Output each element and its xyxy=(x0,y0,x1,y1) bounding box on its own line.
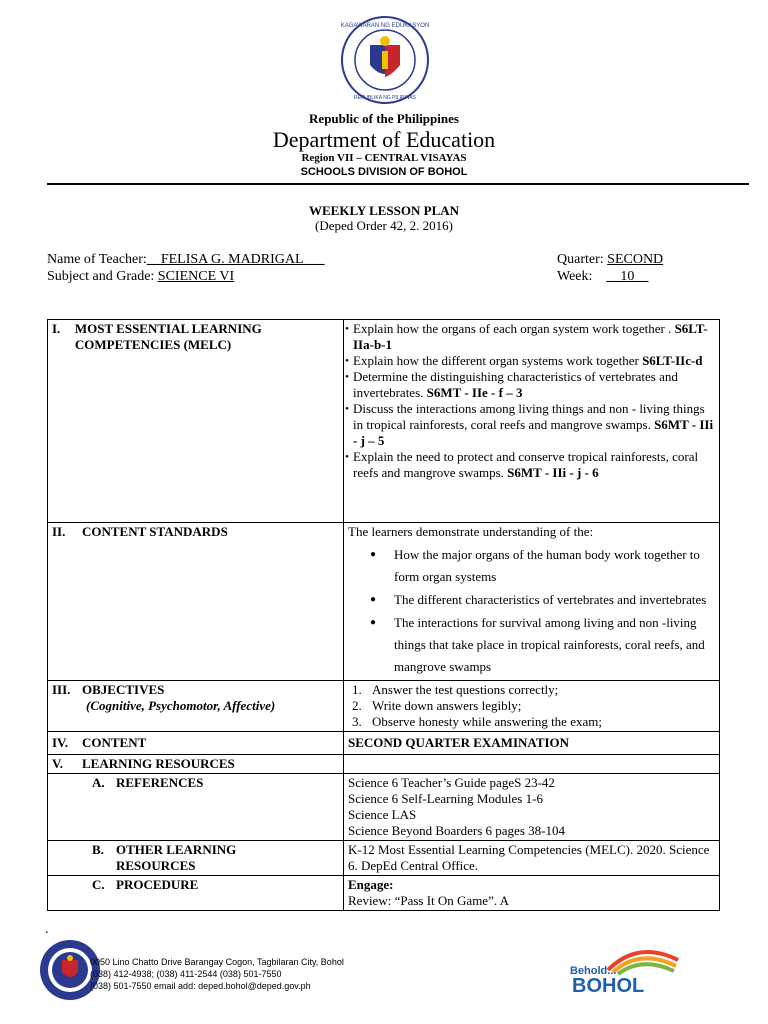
behold-bohol-logo xyxy=(568,940,683,995)
footer-phones: (038) 412-4938; (038) 411-2544 (038) 501-7550 xyxy=(90,969,282,979)
ref-line: Science LAS xyxy=(348,807,417,822)
content-label: CONTENT xyxy=(82,735,147,750)
ref-line: Science 6 Teacher’s Guide pageS 23-42 xyxy=(348,775,555,790)
footer-address: 0050 Lino Chatto Drive Barangay Cogon, Tagbilaran City, Bohol xyxy=(90,957,344,967)
deped-seal-logo xyxy=(330,15,440,105)
res-num: V. xyxy=(52,756,63,771)
svg-text:BOHOL: BOHOL xyxy=(572,975,645,995)
svg-text:Behold...: Behold... xyxy=(570,965,617,977)
deped-order: (Deped Order 42, 2. 2016) xyxy=(315,218,453,233)
cs-item: ● The different characteristics of vertebrates and invertebrates xyxy=(348,589,715,611)
ref-label: REFERENCES xyxy=(116,775,204,790)
header-department: Department of Education xyxy=(272,127,496,152)
proc-content xyxy=(344,876,720,911)
obj-label: OBJECTIVES xyxy=(82,682,165,697)
cs-intro: The learners demonstrate understanding of the: xyxy=(348,524,594,539)
melc-list xyxy=(344,320,720,523)
melc-item: • Explain how the organs of each organ system work together . S6LT-IIa-b-1 xyxy=(348,321,715,353)
cs-label: CONTENT STANDARDS xyxy=(82,524,228,539)
obj-item: 1. Answer the test questions correctly; xyxy=(352,682,559,697)
header-divider xyxy=(47,183,749,185)
proc-text: Review: “Pass It On Game”. A xyxy=(348,893,510,908)
content-value: SECOND QUARTER EXAMINATION xyxy=(344,732,720,755)
footer-email: (038) 501-7550 email add: deped.bohol@deped.gov.ph xyxy=(90,981,311,991)
header-division: SCHOOLS DIVISION OF BOHOL xyxy=(300,166,468,178)
teacher-line xyxy=(47,252,325,268)
content-num: IV. xyxy=(52,735,69,750)
subject-line xyxy=(47,269,234,285)
obj-list xyxy=(344,681,720,732)
week-label: Week: xyxy=(557,269,593,284)
subject-value: SCIENCE VI xyxy=(157,269,235,284)
ref-list xyxy=(344,774,720,841)
cs-item: ● How the major organs of the human body work together to form organ systems xyxy=(348,544,715,588)
obj-item: 2. Write down answers legibly; xyxy=(352,698,522,713)
cs-num: II. xyxy=(52,524,66,539)
ref-letter: A. xyxy=(92,775,105,790)
melc-item: • Explain the need to protect and conserve tropical rainforests, coral reefs and mangrove swamps. S6MT - IIi - j - 6 xyxy=(348,449,715,481)
row-melc xyxy=(48,320,720,523)
row-other-resources xyxy=(48,841,720,876)
header-region: Region VII – CENTRAL VISAYAS xyxy=(301,152,467,164)
obj-sublabel: (Cognitive, Psychomotor, Affective) xyxy=(86,698,276,713)
ref-line: Science 6 Self-Learning Modules 1-6 xyxy=(348,791,543,806)
melc-item: • Determine the distinguishing characteristics of vertebrates and invertebrates. S6MT - IIe - f – 3 xyxy=(348,369,715,401)
melc-item: • Explain how the different organ systems work together S6LT-IIc-d xyxy=(348,353,715,369)
subject-label: Subject and Grade: xyxy=(47,269,155,284)
row-content xyxy=(48,732,720,755)
cs-content xyxy=(344,523,720,681)
svg-text:REPUBLIKA NG PILIPINAS: REPUBLIKA NG PILIPINAS xyxy=(354,95,416,101)
melc-item: • Discuss the interactions among living things and non - living things in tropical rainforests, coral reefs and mangrove swamps. S6MT - IIi - j – 5 xyxy=(348,401,715,449)
obj-num: III. xyxy=(52,682,71,697)
melc-label: MOST ESSENTIAL LEARNING COMPETENCIES (MELC) xyxy=(74,321,262,352)
row-content-standards xyxy=(48,523,720,681)
stray-dot: . xyxy=(45,922,49,937)
melc-num: I. xyxy=(52,321,61,336)
lesson-plan-table xyxy=(47,319,720,911)
document-title: WEEKLY LESSON PLAN xyxy=(308,203,460,218)
res-label: LEARNING RESOURCES xyxy=(82,756,235,771)
row-references xyxy=(48,774,720,841)
obj-item: 3. Observe honesty while answering the exam; xyxy=(352,714,602,729)
week-value: __10__ xyxy=(606,269,649,284)
row-procedure xyxy=(48,876,720,911)
svg-text:KAGAWARAN NG EDUKASYON: KAGAWARAN NG EDUKASYON xyxy=(340,23,430,29)
cs-item: ● The interactions for survival among living and non -living things that take place in tropical rainforests, coral reefs, and mangrove swamps xyxy=(348,612,715,678)
quarter-value: SECOND xyxy=(607,252,664,267)
quarter-label: Quarter: xyxy=(557,252,604,267)
row-learning-resources xyxy=(48,755,720,774)
row-objectives xyxy=(48,681,720,732)
teacher-label: Name of Teacher: xyxy=(47,252,147,267)
other-label: OTHER LEARNING RESOURCES xyxy=(116,842,237,873)
proc-label: PROCEDURE xyxy=(116,877,199,892)
quarter-line xyxy=(557,252,663,268)
proc-letter: C. xyxy=(92,877,105,892)
week-line xyxy=(557,269,648,285)
other-letter: B. xyxy=(92,842,104,857)
ref-line: Science Beyond Boarders 6 pages 38-104 xyxy=(348,823,565,838)
other-text: K-12 Most Essential Learning Competencies (MELC). 2020. Science 6. DepEd Central Office. xyxy=(344,841,720,876)
proc-heading: Engage: xyxy=(348,877,394,892)
header-republic: Republic of the Philippines xyxy=(309,111,459,126)
teacher-value: __FELISA G. MADRIGAL___ xyxy=(146,252,325,267)
